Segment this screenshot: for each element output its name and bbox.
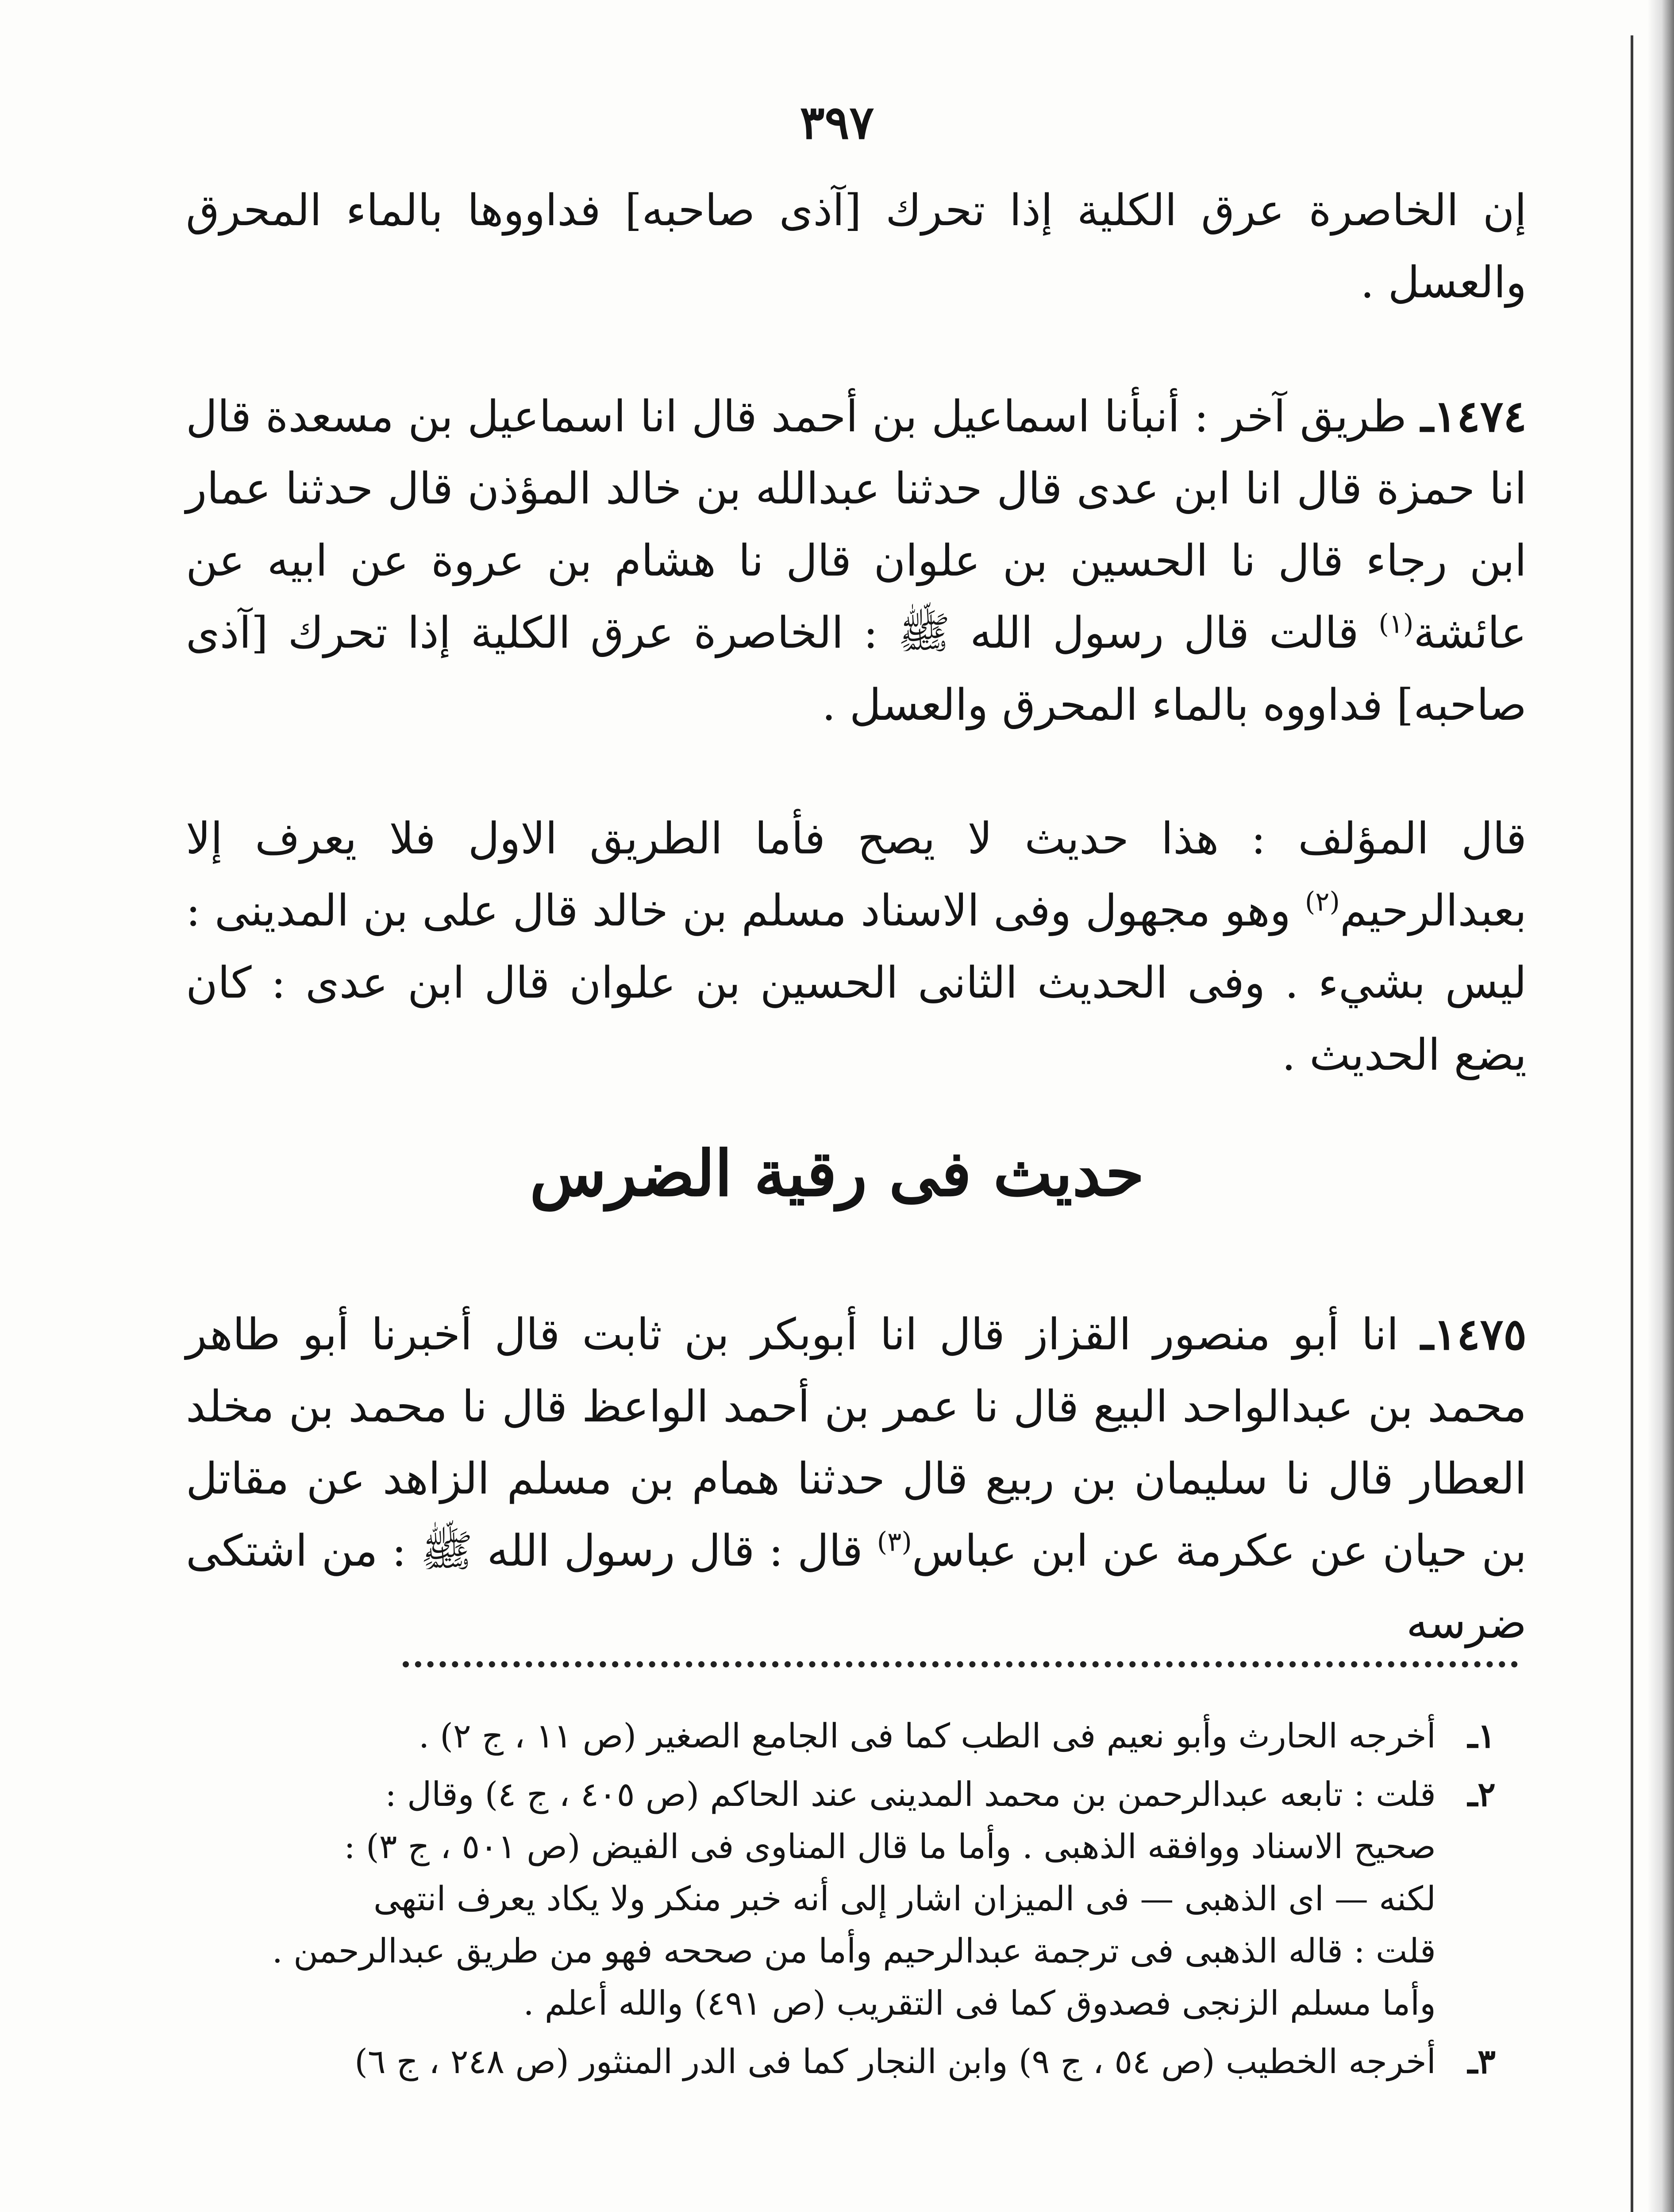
paragraph-body-after: قالت قال رسول الله ﷺ : الخاصرة عرق الكلية إذا تحرك [آذى صاحبه] فداووه بالماء المحرق والعسل . [186, 608, 1527, 730]
footnotes-section [186, 1710, 1496, 2094]
footnote-marker: ٣ـ [1467, 2042, 1496, 2081]
paragraph-continuation [186, 175, 1527, 319]
paragraph-text [186, 803, 1527, 1091]
footnote-marker: ١ـ [1467, 1716, 1496, 1755]
hadith-number: ١٤٧٥ـ [1420, 1309, 1527, 1360]
paragraph-body: إن الخاصرة عرق الكلية إذا تحرك [آذى صاحبه] فداووها بالماء المحرق والعسل . [186, 185, 1527, 308]
footnote-2 [186, 1768, 1496, 2029]
book-spine-shadow [1647, 0, 1674, 2212]
footnote-body [186, 2035, 1436, 2088]
footnote-line: قلت : تابعه عبدالرحمن بن محمد المدينى عند الحاكم (ص ٤٠٥ ، ج ٤) وقال : [385, 1774, 1436, 1814]
paragraph-text [186, 380, 1527, 741]
hadith-1475 [186, 1298, 1527, 1659]
footnote-ref[interactable]: (٣) [877, 1526, 912, 1558]
footnote-ref[interactable]: (٢) [1305, 886, 1340, 918]
paragraph-body-after: قال : قال رسول الله ﷺ : من اشتكى ضرسه [186, 1526, 1527, 1648]
paragraph-text [186, 1298, 1527, 1659]
footnote-line: أخرجه الحارث وأبو نعيم فى الطب كما فى الجامع الصغير (ص ١١ ، ج ٢) . [418, 1716, 1436, 1755]
footnote-3 [186, 2035, 1496, 2088]
hadith-1474 [186, 380, 1527, 741]
paragraph-text [186, 175, 1527, 319]
footnote-separator [403, 1661, 1518, 1667]
page-edge-line [1631, 35, 1633, 2212]
footnote-line: أخرجه الخطيب (ص ٥٤ ، ج ٩) وابن النجار كما فى الدر المنثور (ص ٢٤٨ ، ج ٦) [354, 2042, 1436, 2081]
paragraph-body-after: وهو مجهول وفى الاسناد مسلم بن خالد قال على بن المدينى : ليس بشيء . وفى الحديث الثانى الحسين بن علوان قال ابن عدى : كان يضع الحديث . [186, 886, 1527, 1080]
author-commentary [186, 803, 1527, 1091]
footnote-line: قلت : قاله الذهبى فى ترجمة عبدالرحيم وأما من صححه فهو من طريق عبدالرحمن . [272, 1931, 1436, 1970]
paragraph-body: انا أبو منصور القزاز قال انا أبوبكر بن ثابت قال أخبرنا أبو طاهر محمد بن عبدالواحد البيع قال نا عمر بن أحمد الواعظ قال نا محمد بن مخلد العطار قال نا سليمان بن ربيع قال حدثنا همام بن مسلم الزاهد عن مقاتل بن حيان عن عكرمة عن ابن عباس [186, 1310, 1527, 1576]
hadith-number: ١٤٧٤ـ [1420, 391, 1527, 442]
footnote-body [186, 1768, 1436, 2029]
footnote-line: وأما مسلم الزنجى فصدوق كما فى التقريب (ص ٤٩١) والله أعلم . [523, 1983, 1436, 2023]
footnote-line: لكنه — اى الذهبى — فى الميزان اشار إلى أنه خبر منكر ولا يكاد يعرف انتهى [373, 1879, 1436, 1918]
page-number: ٣٩٧ [800, 95, 874, 150]
footnote-marker: ٢ـ [1467, 1774, 1496, 1814]
footnote-body [186, 1710, 1436, 1762]
paragraph-body: طريق آخر : أنبأنا اسماعيل بن أحمد قال انا اسماعيل بن مسعدة قال انا حمزة قال انا ابن عدى قال حدثنا عبدالله بن خالد المؤذن قال حدثنا عمار ابن رجاء قال نا الحسين بن علوان قال نا هشام بن عروة عن ابيه عن عائشة [186, 392, 1527, 658]
section-heading: حديث فى رقية الضرس [530, 1137, 1144, 1210]
footnote-line: صحيح الاسناد ووافقه الذهبى . وأما ما قال المناوى فى الفيض (ص ٥٠١ ، ج ٣) : [344, 1827, 1436, 1866]
footnote-1 [186, 1710, 1496, 1762]
paragraph-body: قال المؤلف : هذا حديث لا يصح فأما الطريق الاول فلا يعرف إلا بعبدالرحيم [186, 814, 1527, 936]
footnote-ref[interactable]: (١) [1378, 608, 1414, 640]
